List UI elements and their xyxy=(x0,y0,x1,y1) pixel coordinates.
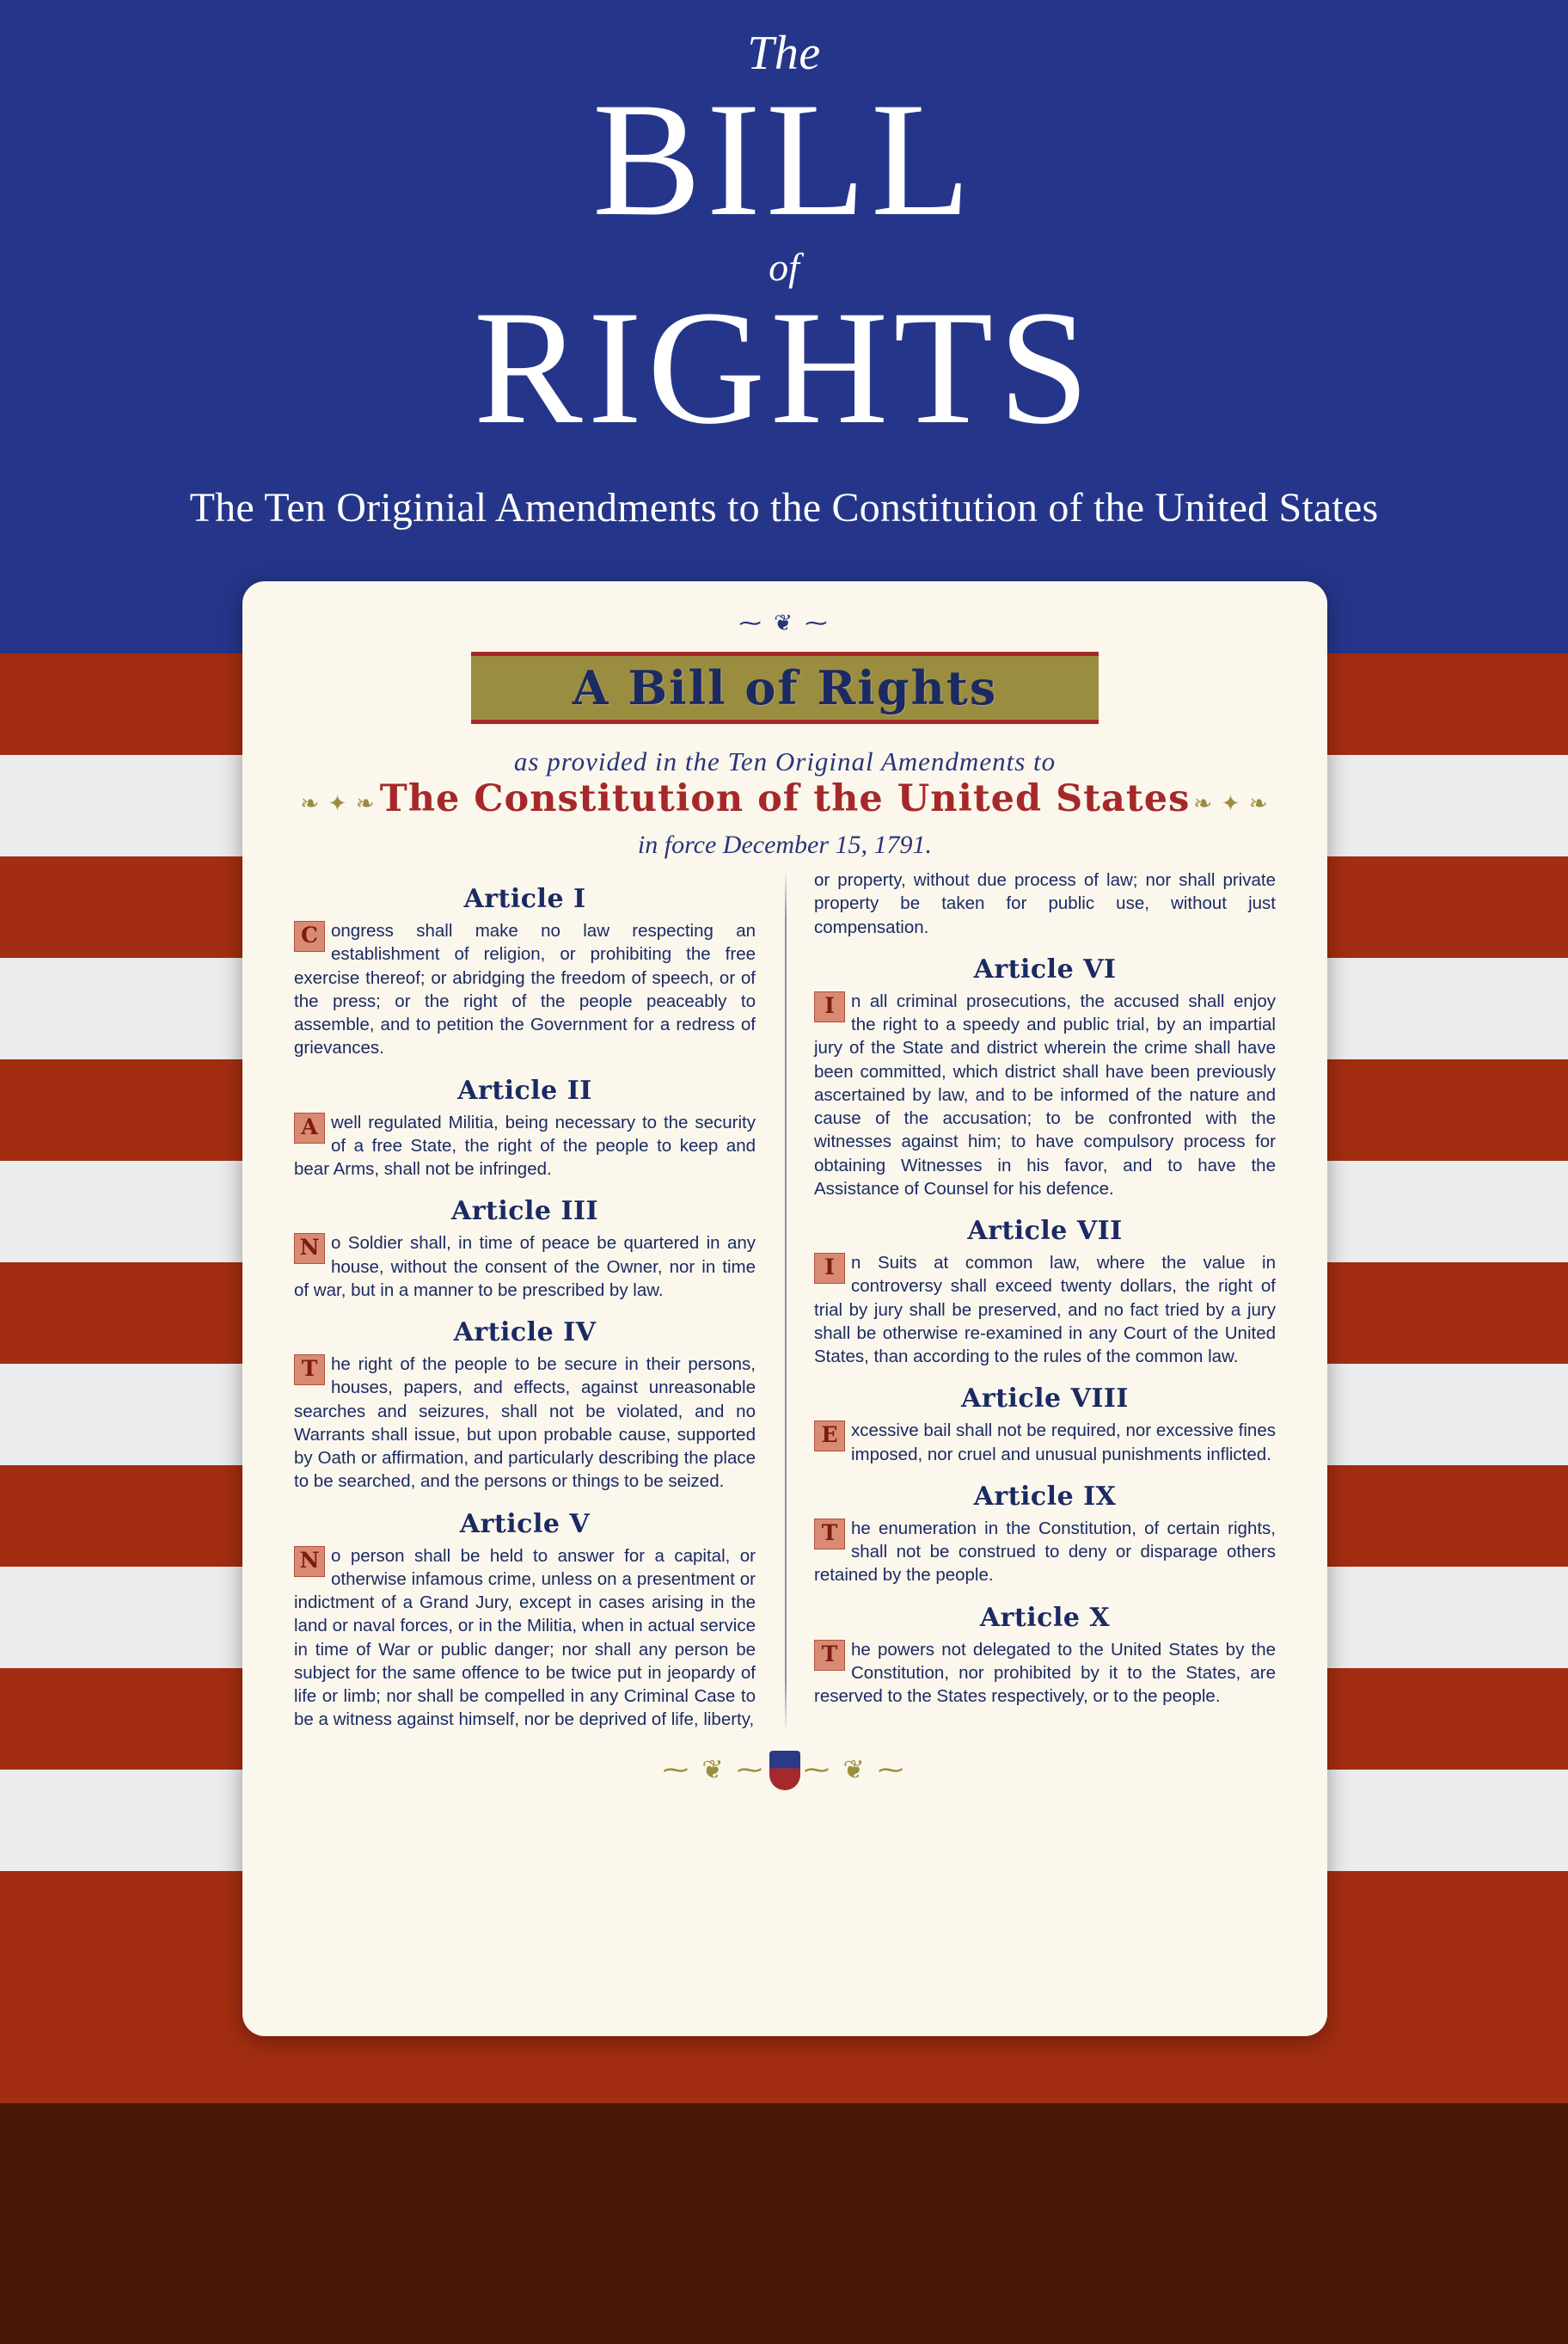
article-title: Article IV xyxy=(453,1317,597,1347)
article-block xyxy=(294,1196,756,1302)
article-block xyxy=(814,1216,1276,1368)
article-body xyxy=(294,1231,756,1302)
document-header xyxy=(294,611,1276,860)
bill-of-rights-document xyxy=(242,581,1327,2036)
article-text: n Suits at common law, where the value in controversy shall exceed twenty dollars, the right of trial by jury shall be preserved, and no fact tried by a jury shall be otherwise re-examined in any Court of the United States, than according to the rules of the common law. xyxy=(814,1253,1276,1366)
article-block xyxy=(294,1076,756,1181)
article-body xyxy=(294,1111,756,1181)
article-body xyxy=(814,990,1276,1200)
article-block xyxy=(814,1603,1276,1709)
title-of: of xyxy=(769,245,799,290)
article-block xyxy=(294,1317,756,1494)
articles-columns xyxy=(294,868,1276,1732)
title-the: The xyxy=(747,27,821,80)
article-text: he enumeration in the Constitution, of certain rights, shall not be construed to deny or disparage others retained by the people. xyxy=(814,1518,1276,1586)
vine-ornament-left: ❧ ✦ ❧ xyxy=(300,791,377,816)
article-dropcap: C xyxy=(294,921,325,952)
top-flourish xyxy=(294,611,1276,648)
title-banner-wrap xyxy=(294,645,1276,741)
article-title: Article III xyxy=(450,1196,599,1227)
article-block xyxy=(814,1384,1276,1466)
article-body xyxy=(814,1517,1276,1587)
title-rights: RIGHTS xyxy=(473,278,1095,459)
article-dropcap: A xyxy=(294,1113,325,1144)
document-banner-title: A Bill of Rights xyxy=(572,660,998,715)
article-body xyxy=(814,1419,1276,1466)
articles-column-right xyxy=(785,868,1276,1732)
article-body xyxy=(294,1544,756,1732)
article-title: Article VIII xyxy=(961,1384,1129,1414)
article-dropcap: N xyxy=(294,1546,325,1577)
title-bill: BILL xyxy=(591,70,977,250)
article-dropcap: T xyxy=(814,1519,845,1549)
foot-swirl-left-icon: ⁓ ❦ ⁓ xyxy=(662,1756,766,1784)
article-body xyxy=(814,1251,1276,1368)
article-five-continuation: or property, without due process of law; nor shall private property be taken for public use, without just compensation. xyxy=(814,870,1276,937)
article-body xyxy=(814,1638,1276,1709)
article-text: he powers not delegated to the United States by the Constitution, nor prohibited by it to the States, are reserved to the States respectively, or to the people. xyxy=(814,1639,1276,1706)
article-title: Article I xyxy=(463,884,586,914)
articles-column-left xyxy=(294,868,785,1732)
constitution-line-row xyxy=(294,777,1276,820)
article-block xyxy=(814,1482,1276,1587)
article-text: well regulated Militia, being necessary to the security of a free State, the right of the people to keep and bear Arms, shall not be infringed. xyxy=(294,1112,756,1179)
footer-band xyxy=(0,2103,1568,2344)
article-dropcap: T xyxy=(294,1354,325,1385)
poster-subtitle: The Ten Originial Amendments to the Constitution of the United States xyxy=(189,484,1379,531)
column-divider xyxy=(785,868,787,1732)
document-subtitle-1: as provided in the Ten Original Amendments to xyxy=(513,746,1057,776)
article-title: Article V xyxy=(459,1508,591,1539)
article-text: o person shall be held to answer for a capital, or otherwise infamous crime, unless on a presentment or indictment of a Grand Jury, except in cases arising in the land or naval forces, or in the Militia, when in actual service in time of War or public danger; nor shall any person be subject for the same offence to be twice put in jeopardy of life or limb; nor shall be compelled in any Criminal Case to be a witness against himself, nor be deprived of life, liberty, xyxy=(294,1545,756,1730)
swirl-ornament: ⁓ ❦ ⁓ xyxy=(738,611,831,635)
article-dropcap: I xyxy=(814,1253,845,1284)
article-dropcap: N xyxy=(294,1233,325,1264)
article-block xyxy=(294,884,756,1060)
article-block xyxy=(814,954,1276,1200)
article-block xyxy=(294,1509,756,1732)
poster-header xyxy=(0,0,1568,653)
article-text: xcessive bail shall not be required, nor excessive fines imposed, nor cruel and unusual punishments inflicted. xyxy=(851,1421,1276,1464)
document-subtitle-3: in force December 15, 1791. xyxy=(637,831,933,859)
article-title: Article IX xyxy=(973,1481,1117,1512)
article-text: n all criminal prosecutions, the accused shall enjoy the right to a speedy and public trial, by an impartial jury of the State and district wherein the crime shall have been committed, which district shall have been previously ascertained by law, and to be informed of the nature and cause of the accusation; to be confronted with the witnesses against him; to have compulsory process for obtaining Witnesses in his favor, and to have the Assistance of Counsel for his defence. xyxy=(814,991,1276,1199)
shield-icon xyxy=(769,1751,800,1790)
article-title: Article II xyxy=(457,1075,592,1106)
vine-ornament-right: ❧ ✦ ❧ xyxy=(1193,791,1270,816)
foot-swirl-right-icon: ⁓ ❦ ⁓ xyxy=(804,1756,908,1784)
article-text: he right of the people to be secure in their persons, houses, papers, and effects, against unreasonable searches and seizures, shall not be violated, and no Warrants shall issue, but upon probable cause, supported by Oath or affirmation, and particularly describing the place to be searched, and the persons or things to be seized. xyxy=(294,1354,756,1492)
article-text: ongress shall make no law respecting an establishment of religion, or prohibiting the free exercise thereof; or abridging the freedom of speech, or of the press; or the right of the people peaceably to assemble, and to petition the Government for a redress of grievances. xyxy=(294,921,756,1058)
article-body xyxy=(294,919,756,1060)
article-dropcap: E xyxy=(814,1421,845,1451)
article-title: Article X xyxy=(979,1602,1111,1633)
article-dropcap: T xyxy=(814,1640,845,1671)
article-body xyxy=(294,1353,756,1494)
document-subtitle-2: The Constitution of the United States xyxy=(379,777,1191,820)
document-footer-ornament xyxy=(294,1751,1276,1828)
article-title: Article VII xyxy=(967,1216,1123,1246)
title-banner xyxy=(471,652,1099,724)
article-dropcap: I xyxy=(814,991,845,1022)
article-text: o Soldier shall, in time of peace be quartered in any house, without the consent of the Owner, nor in time of war, but in a manner to be prescribed by law. xyxy=(294,1233,756,1300)
article-title: Article VI xyxy=(973,954,1117,985)
